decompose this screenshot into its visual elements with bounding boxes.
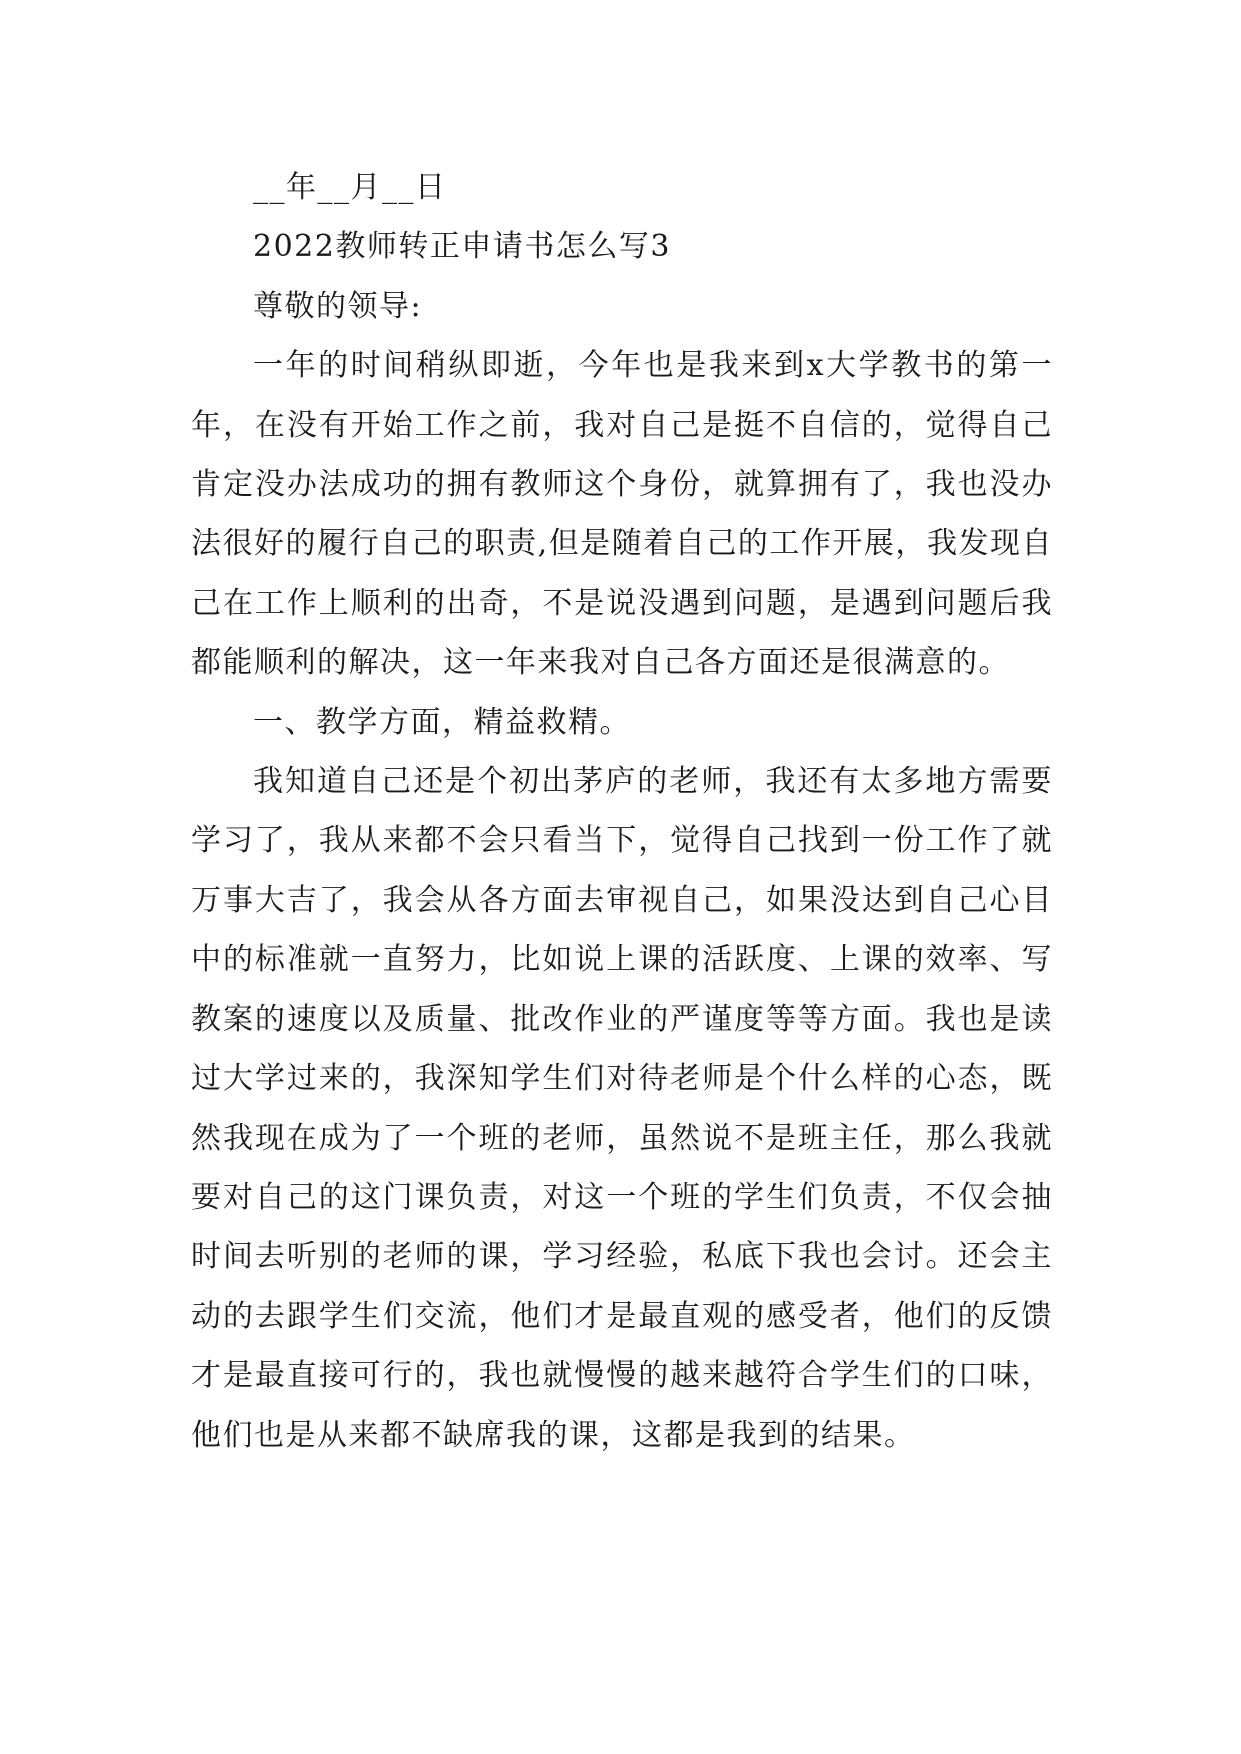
section-heading-teaching: 一、教学方面，精益救精。 — [253, 704, 631, 740]
salutation: 尊敬的领导: — [253, 288, 423, 324]
document-body — [191, 158, 1053, 1465]
paragraph-teaching: 我知道自己还是个初出茅庐的老师，我还有太多地方需要学习了，我从来都不会只看当下，觉得自己找到一份工作了就万事大吉了，我会从各方面去审视自己，如果没达到自己心目中的标准就一直努力，比如说上课的活跃度、上课的效率、写教案的速度以及质量、批改作业的严谨度等等方面。我也是读过大学过来的，我深知学生们对待老师是个什么样的心态，既然我现在成为了一个班的老师，虽然说不是班主任，那么我就要对自己的这门课负责，对这一个班的学生们负责，不仅会抽时间去听别的老师的课，学习经验，私底下我也会讨。还会主动的去跟学生们交流，他们才是最直观的感受者，他们的反馈才是最直接可行的，我也就慢慢的越来越符合学生们的口味，他们也是从来都不缺席我的课，这都是我到的结果。 — [191, 764, 1053, 1453]
document-title: 2022教师转正申请书怎么写3 — [253, 229, 671, 265]
date-line: __年__月__日 — [253, 170, 447, 205]
paragraph-intro: 一年的时间稍纵即逝，今年也是我来到x大学教书的第一年，在没有开始工作之前，我对自己是挺不自信的，觉得自己肯定没办法成功的拥有教师这个身份，就算拥有了，我也没办法很好的履行自己的职责,但是随着自己的工作开展，我发现自己在工作上顺利的出奇，不是说没遇到问题，是遇到问题后我都能顺利的解决，这一年来我对自己各方面还是很满意的。 — [191, 348, 1053, 681]
